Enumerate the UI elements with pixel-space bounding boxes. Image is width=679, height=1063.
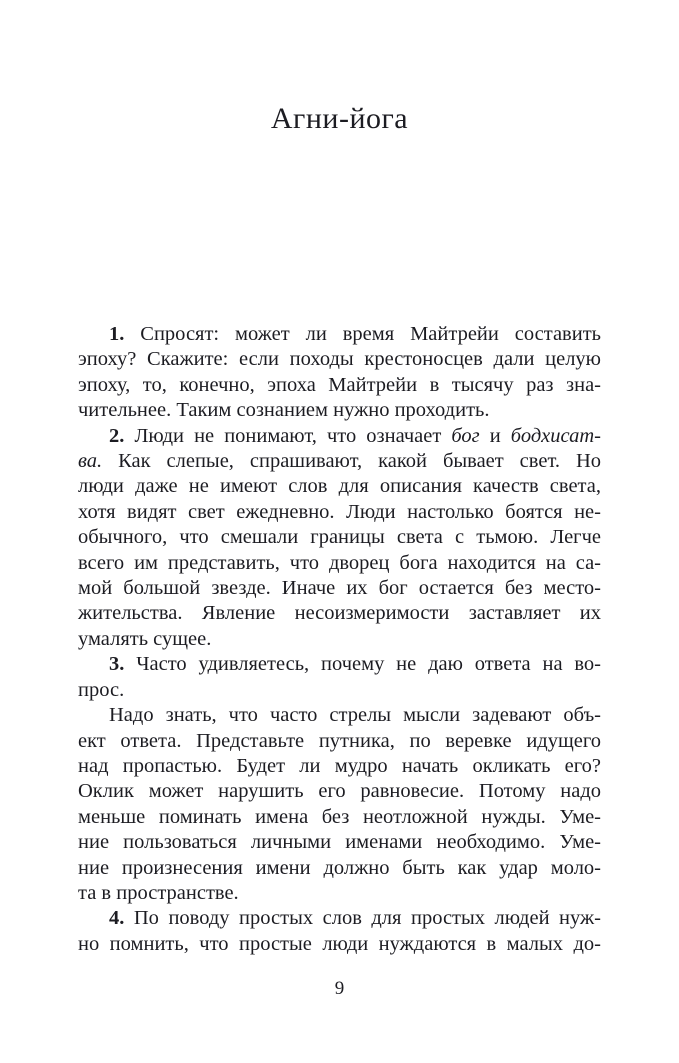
text-segment: мой большой звезде. Иначе их бог остается без место-	[78, 577, 601, 600]
text-line	[78, 601, 601, 626]
text-line	[78, 779, 601, 804]
bold-text: 4.	[109, 907, 125, 930]
text-segment: люди даже не имеют слов для описания качеств света,	[78, 475, 601, 498]
text-line	[78, 729, 601, 754]
text-line	[78, 525, 601, 550]
text-line	[78, 398, 601, 423]
text-line	[78, 322, 601, 347]
text-segment: жительства. Явление несоизмеримости заставляет их	[78, 602, 601, 625]
text-segment: эпоху? Скажите: если походы крестоносцев дали целую	[78, 348, 601, 371]
text-segment: меньше поминать имена без неотложной нужды. Уме-	[78, 805, 601, 828]
text-line	[78, 754, 601, 779]
page-title: Агни-йога	[270, 102, 409, 135]
text-segment: Спросят: может ли время Майтрейи составить	[124, 323, 601, 345]
bold-text: 1.	[109, 323, 125, 345]
body-text	[78, 322, 601, 957]
text-segment: всего им представить, что дворец бога находится на са-	[78, 551, 601, 574]
text-segment: Надо знать, что часто стрелы мысли задевают объ-	[109, 704, 601, 727]
text-segment: Часто удивляетесь, почему не даю ответа на во-	[124, 653, 601, 676]
text-segment: умалять сущее.	[78, 627, 212, 650]
text-line	[78, 500, 601, 525]
page-number: 9	[334, 978, 345, 999]
text-segment: Как слепые, спрашивают, какой бывает свет. Но	[102, 450, 601, 473]
text-line	[78, 678, 601, 703]
text-line	[78, 551, 601, 576]
text-line	[78, 856, 601, 881]
text-segment: обычного, что смешали границы света с тьмою. Легче	[78, 526, 601, 549]
italic-text: ва.	[78, 450, 103, 473]
bold-text: 2.	[109, 424, 125, 447]
text-segment: та в пространстве.	[78, 881, 239, 904]
text-line	[78, 652, 601, 677]
text-segment: прос.	[78, 678, 125, 701]
italic-text: бог	[451, 424, 480, 447]
text-line	[78, 906, 601, 931]
text-line	[78, 449, 601, 474]
text-line	[78, 474, 601, 499]
text-segment: ние пользоваться личными именами необходимо. Уме-	[78, 831, 601, 854]
text-line	[78, 805, 601, 830]
text-line	[78, 703, 601, 728]
text-segment: По поводу простых слов для простых людей нуж-	[124, 907, 601, 930]
paragraph	[78, 424, 601, 653]
bold-text: 3.	[109, 653, 125, 676]
paragraph	[78, 703, 601, 906]
paragraph	[78, 652, 601, 703]
text-segment: хотя видят свет ежедневно. Люди настолько боятся не-	[78, 500, 601, 523]
text-line	[78, 830, 601, 855]
text-segment: чительнее. Таким сознанием нужно проходить.	[78, 399, 490, 422]
text-line	[78, 932, 601, 957]
text-segment: эпоху, то, конечно, эпоха Майтрейи в тысячу раз зна-	[78, 373, 601, 396]
italic-text: бодхисат-	[510, 424, 601, 447]
text-segment: но помнить, что простые люди нуждаются в малых до-	[78, 932, 601, 955]
text-segment: Оклик может нарушить его равновесие. Потому надо	[78, 780, 601, 803]
text-line	[78, 424, 601, 449]
text-line	[78, 373, 601, 398]
text-line	[78, 881, 601, 906]
text-line	[78, 576, 601, 601]
text-line	[78, 347, 601, 372]
text-segment: над пропастью. Будет ли мудро начать окликать его?	[78, 754, 601, 777]
text-segment: и	[479, 424, 511, 447]
paragraph	[78, 322, 601, 424]
text-segment: ект ответа. Представьте путника, по веревке идущего	[78, 729, 601, 752]
text-line	[78, 627, 601, 652]
text-segment: Люди не понимают, что означает	[124, 424, 452, 447]
text-segment: ние произнесения имени должно быть как удар моло-	[78, 856, 601, 879]
paragraph	[78, 906, 601, 957]
